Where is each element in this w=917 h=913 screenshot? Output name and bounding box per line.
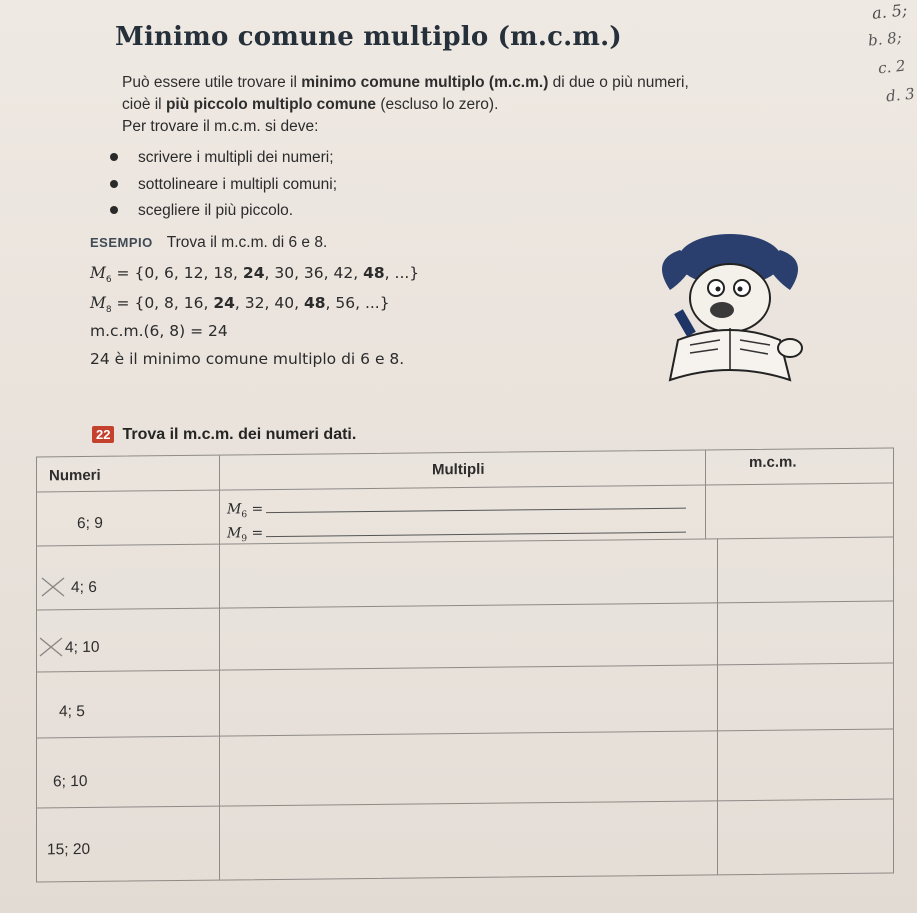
answer-line[interactable] bbox=[266, 507, 686, 513]
lcm-table bbox=[36, 448, 894, 883]
exercise-number-badge: 22 bbox=[92, 426, 114, 443]
m8-list-c: , 56, ...} bbox=[325, 294, 390, 312]
example-conclusion: 24 è il minimo comune multiplo di 6 e 8. bbox=[90, 350, 405, 368]
grid-line bbox=[717, 538, 718, 874]
header-lcm: m.c.m. bbox=[749, 453, 797, 472]
procedure-intro: Per trovare il m.c.m. si deve: bbox=[122, 118, 319, 135]
row-numbers-1: 4; 6 bbox=[71, 578, 97, 597]
grid-line bbox=[37, 483, 893, 493]
margin-note-c: c. 2 bbox=[877, 56, 907, 78]
header-numbers: Numeri bbox=[49, 466, 101, 485]
blank-m9[interactable] bbox=[227, 521, 686, 545]
grid-line bbox=[37, 799, 893, 809]
blank-m6-eq: = bbox=[251, 501, 264, 518]
m8-common-48: 48 bbox=[303, 294, 326, 312]
example-label: ESEMPIO bbox=[90, 235, 153, 250]
cross-mark-icon bbox=[40, 576, 66, 598]
grid-line bbox=[705, 450, 706, 538]
step-item: scrivere i multipli dei numeri; bbox=[110, 148, 337, 175]
example-result: m.c.m.(6, 8) = 24 bbox=[90, 322, 228, 340]
m8-list-a: = {0, 8, 16, bbox=[116, 294, 214, 312]
grid-line bbox=[37, 663, 893, 673]
cross-mark-icon bbox=[38, 636, 64, 658]
multiples-of-6 bbox=[90, 264, 419, 285]
example-task: Trova il m.c.m. di 6 e 8. bbox=[166, 234, 328, 251]
multiples-of-8 bbox=[90, 294, 390, 315]
m6-symbol: M bbox=[90, 264, 106, 282]
row-numbers-5: 15; 20 bbox=[47, 840, 91, 859]
intro-line2-post: (escluso lo zero). bbox=[376, 96, 499, 113]
blank-m9-sub: 9 bbox=[241, 534, 248, 545]
m6-list-c: , ...} bbox=[384, 264, 420, 282]
m6-list-a: = {0, 6, 12, 18, bbox=[116, 264, 243, 282]
blank-m6-sub: 6 bbox=[241, 510, 248, 521]
margin-note-b: b. 8; bbox=[867, 28, 903, 50]
example-heading bbox=[90, 234, 327, 252]
m6-subscript: 6 bbox=[105, 275, 112, 286]
blank-m9-eq: = bbox=[251, 525, 264, 542]
blank-m6-symbol: M bbox=[227, 501, 242, 518]
margin-note-a: a. 5; bbox=[871, 0, 909, 23]
row-numbers-4: 6; 10 bbox=[53, 772, 88, 791]
exercise-heading bbox=[92, 426, 356, 444]
step-item: scegliere il più piccolo. bbox=[110, 201, 337, 228]
m8-common-24: 24 bbox=[213, 294, 235, 312]
blank-m9-symbol: M bbox=[227, 525, 242, 542]
intro-line1-post: di due o più numeri, bbox=[548, 74, 689, 91]
grid-line bbox=[37, 729, 893, 739]
m8-symbol: M bbox=[90, 294, 106, 312]
page-title: Minimo comune multiplo (m.c.m.) bbox=[115, 22, 622, 52]
row-numbers-2: 4; 10 bbox=[65, 638, 100, 657]
m6-common-24: 24 bbox=[242, 264, 265, 282]
intro-line2-pre: cioè il bbox=[122, 96, 166, 113]
intro-text bbox=[122, 72, 762, 116]
row-numbers-0: 6; 9 bbox=[77, 514, 103, 533]
intro-line2-bold: più piccolo multiplo comune bbox=[165, 96, 377, 113]
dog-reading-illustration bbox=[640, 220, 820, 390]
row-numbers-3: 4; 5 bbox=[59, 702, 85, 721]
intro-line1-pre: Può essere utile trovare il bbox=[122, 74, 302, 91]
answer-line[interactable] bbox=[266, 531, 686, 537]
header-multiples: Multipli bbox=[432, 460, 485, 479]
grid-line bbox=[219, 456, 220, 880]
blank-m6[interactable] bbox=[227, 497, 686, 521]
intro-line1-bold: minimo comune multiplo (m.c.m.) bbox=[301, 74, 549, 91]
m6-common-48: 48 bbox=[363, 264, 385, 282]
grid-line bbox=[37, 601, 893, 611]
exercise-text: Trova il m.c.m. dei numeri dati. bbox=[122, 426, 357, 443]
m6-list-b: , 30, 36, 42, bbox=[264, 264, 364, 282]
m8-subscript: 8 bbox=[105, 305, 112, 316]
margin-note-d: d. 3 bbox=[885, 84, 916, 106]
step-item: sottolineare i multipli comuni; bbox=[110, 175, 337, 202]
m8-list-b: , 32, 40, bbox=[234, 294, 304, 312]
procedure-steps bbox=[110, 148, 337, 228]
